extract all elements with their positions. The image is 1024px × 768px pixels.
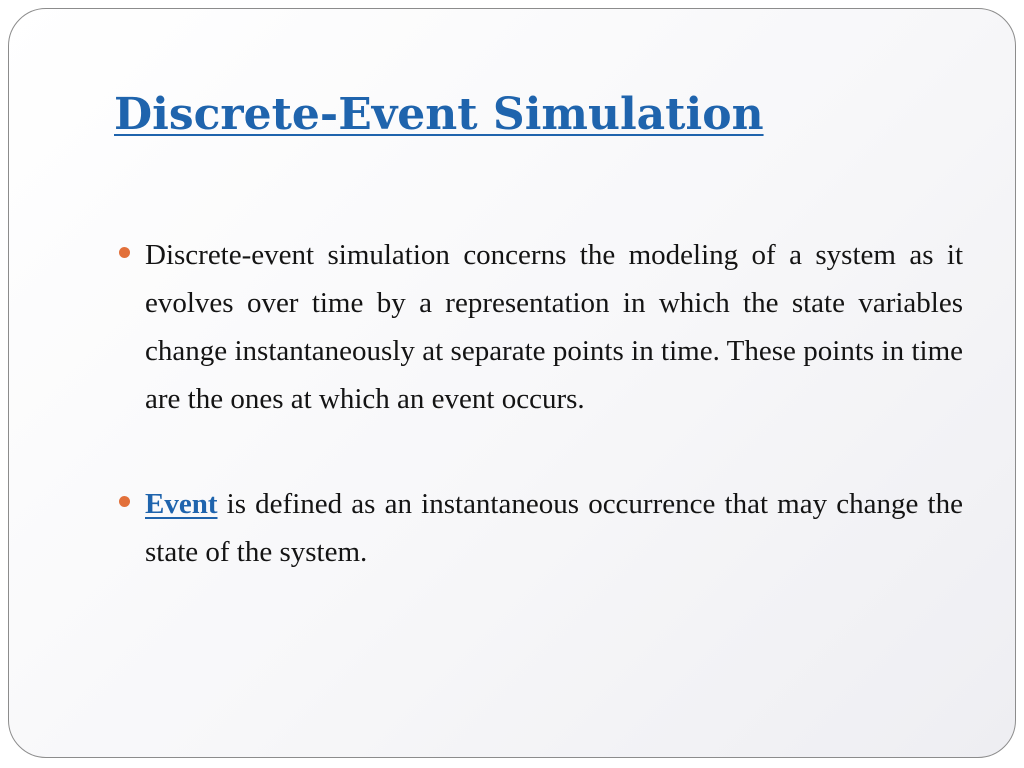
bullet-item-definition — [117, 231, 963, 423]
slide-title: Discrete-Event Simulation — [114, 89, 764, 140]
bullet-item-event — [117, 480, 963, 576]
event-definition-text: is defined as an instantaneous occurrence that may change the state of the system. — [145, 488, 963, 568]
orange-dot-bullet-icon — [119, 247, 130, 258]
event-term-link[interactable]: Event — [145, 488, 218, 520]
bullet-text-definition: Discrete-event simulation concerns the modeling of a system as it evolves over time by a representation in which the state variables change instantaneously at separate points in time. These points in time are the ones at which an event occurs. — [145, 239, 963, 415]
bullet-list — [117, 231, 963, 633]
slide-frame — [8, 8, 1016, 758]
bullet-text-event — [145, 480, 963, 576]
orange-dot-bullet-icon — [119, 496, 130, 507]
